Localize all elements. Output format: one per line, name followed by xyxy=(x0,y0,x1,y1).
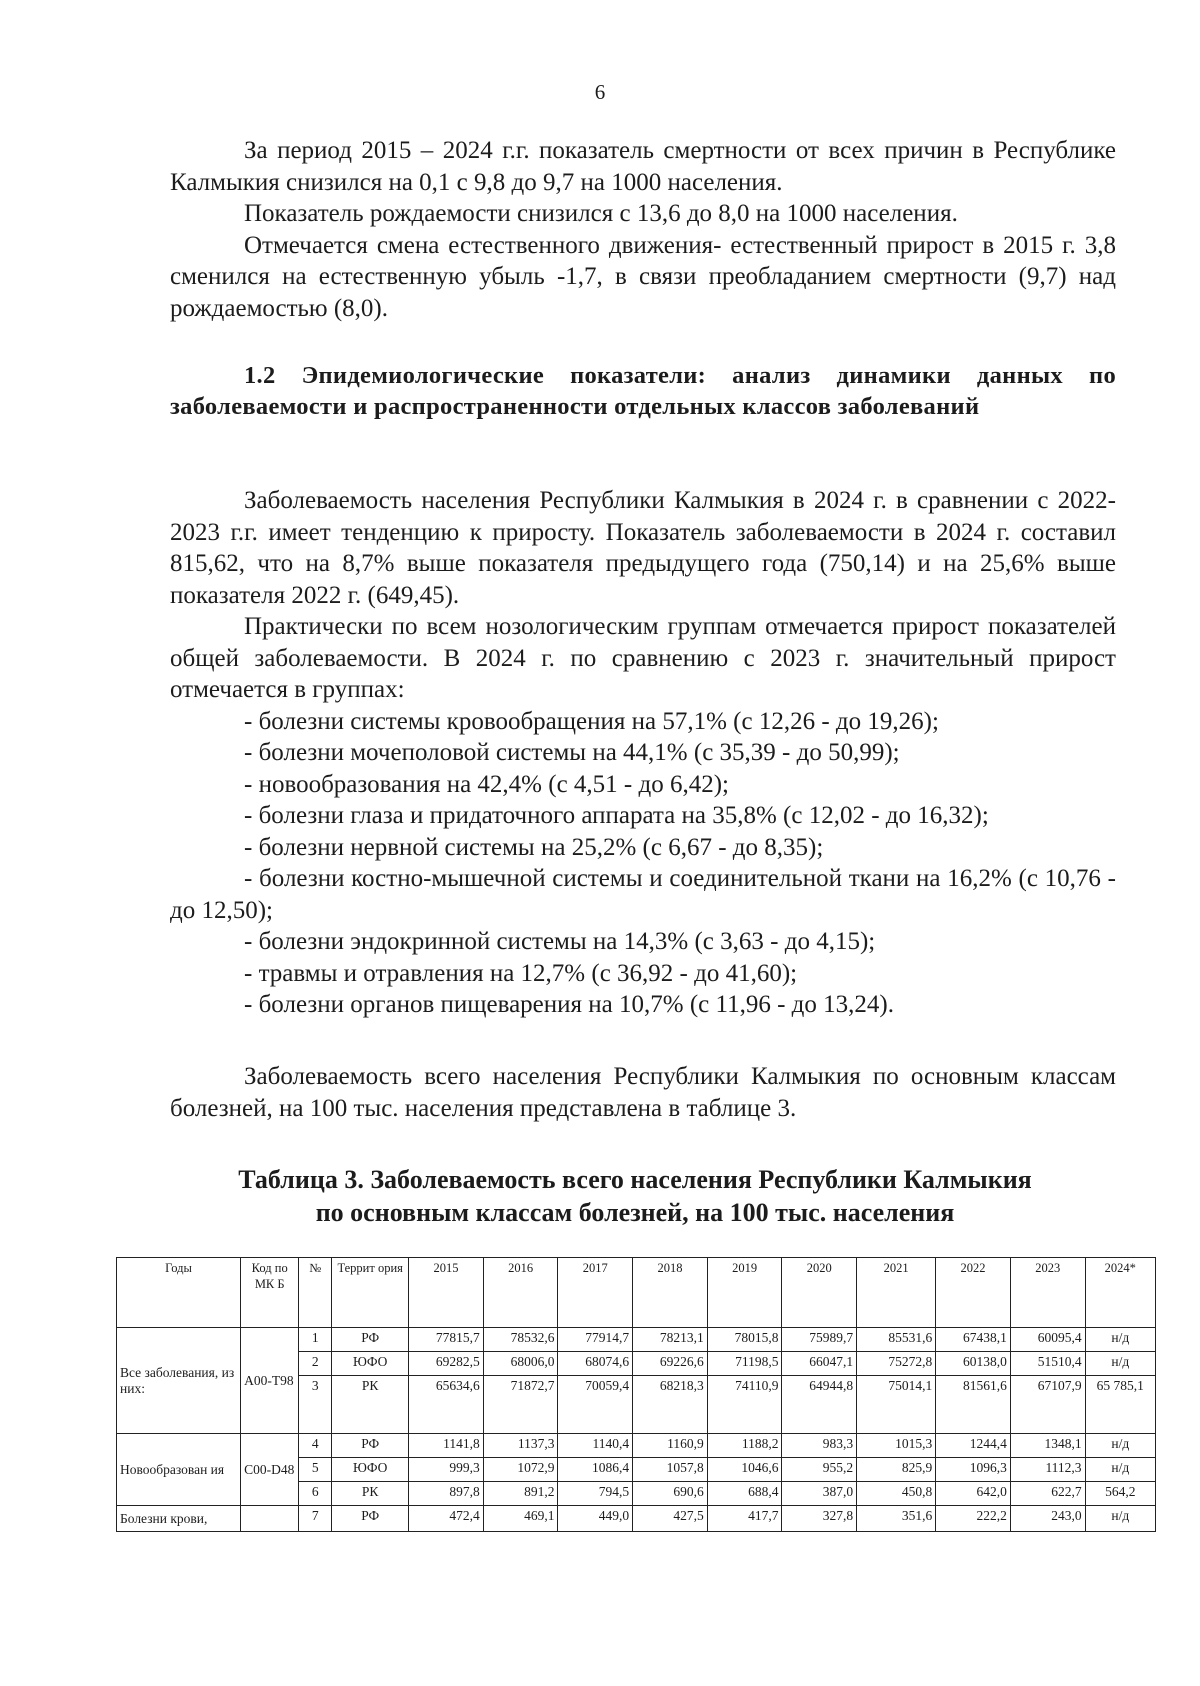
value-cell: 1096,3 xyxy=(936,1458,1011,1482)
value-cell: 78532,6 xyxy=(483,1328,558,1352)
table-header-cell: 2023 xyxy=(1010,1258,1085,1328)
value-cell: 74110,9 xyxy=(707,1376,782,1434)
value-cell: 472,4 xyxy=(409,1506,484,1532)
territory-cell: РФ xyxy=(332,1506,409,1532)
intro-section xyxy=(170,135,1116,324)
value-cell: 983,3 xyxy=(782,1434,857,1458)
table-header-cell: Код по МК Б xyxy=(241,1258,299,1328)
value-cell: н/д xyxy=(1085,1434,1155,1458)
page-number: 6 xyxy=(594,80,606,104)
value-cell: 825,9 xyxy=(857,1458,936,1482)
value-cell: н/д xyxy=(1085,1352,1155,1376)
row-number-cell: 6 xyxy=(299,1482,332,1506)
value-cell: 564,2 xyxy=(1085,1482,1155,1506)
value-cell: 60095,4 xyxy=(1010,1328,1085,1352)
value-cell: 60138,0 xyxy=(936,1352,1011,1376)
value-cell: 1137,3 xyxy=(483,1434,558,1458)
territory-cell: РФ xyxy=(332,1434,409,1458)
value-cell: 897,8 xyxy=(409,1482,484,1506)
value-cell: 78015,8 xyxy=(707,1328,782,1352)
value-cell: 64944,8 xyxy=(782,1376,857,1434)
value-cell: 75272,8 xyxy=(857,1352,936,1376)
value-cell: 67438,1 xyxy=(936,1328,1011,1352)
value-cell: н/д xyxy=(1085,1458,1155,1482)
value-cell: 69282,5 xyxy=(409,1352,484,1376)
growth-list-item: - новообразования на 42,4% (с 4,51 - до 6,42); xyxy=(244,770,729,798)
table-body xyxy=(117,1328,1156,1532)
value-cell: 622,7 xyxy=(1010,1482,1085,1506)
value-cell: 68218,3 xyxy=(633,1376,708,1434)
value-cell: н/д xyxy=(1085,1506,1155,1532)
table-title-line-1: Таблица 3. Заболеваемость всего населения Республики Калмыкия xyxy=(238,1165,1032,1194)
growth-list xyxy=(170,706,1116,1021)
territory-cell: РФ xyxy=(332,1328,409,1352)
growth-list-item: - травмы и отравления на 12,7% (с 36,92 - до 41,60); xyxy=(244,959,798,987)
value-cell: 327,8 xyxy=(782,1506,857,1532)
territory-cell: ЮФО xyxy=(332,1458,409,1482)
icd-code-cell: А00-Т98 xyxy=(241,1328,299,1434)
disease-class-cell: Новообразован ия xyxy=(117,1434,241,1506)
value-cell: 67107,9 xyxy=(1010,1376,1085,1434)
growth-list-item: - болезни нервной системы на 25,2% (с 6,67 - до 8,35); xyxy=(244,833,824,861)
value-cell: 69226,6 xyxy=(633,1352,708,1376)
table-title xyxy=(0,1163,1200,1229)
value-cell: 222,2 xyxy=(936,1506,1011,1532)
value-cell: 66047,1 xyxy=(782,1352,857,1376)
value-cell: 794,5 xyxy=(558,1482,633,1506)
territory-cell: РК xyxy=(332,1376,409,1434)
table-title-line-2: по основным классам болезней, на 100 тыс. населения xyxy=(315,1198,955,1227)
value-cell: 387,0 xyxy=(782,1482,857,1506)
value-cell: 68074,6 xyxy=(558,1352,633,1376)
value-cell: 78213,1 xyxy=(633,1328,708,1352)
value-cell: 1188,2 xyxy=(707,1434,782,1458)
value-cell: 1057,8 xyxy=(633,1458,708,1482)
value-cell: 1072,9 xyxy=(483,1458,558,1482)
value-cell: н/д xyxy=(1085,1328,1155,1352)
value-cell: 1046,6 xyxy=(707,1458,782,1482)
table-row xyxy=(117,1506,1156,1532)
paragraph-mortality: За период 2015 – 2024 г.г. показатель смертности от всех причин в Республике Калмыкия снизился на 0,1 с 9,8 до 9,7 на 1000 населения. xyxy=(170,137,1116,196)
morbidity-table xyxy=(116,1257,1156,1532)
morbidity-section xyxy=(170,485,1116,1021)
value-cell: 65634,6 xyxy=(409,1376,484,1434)
territory-cell: РК xyxy=(332,1482,409,1506)
value-cell: 1141,8 xyxy=(409,1434,484,1458)
growth-list-item: - болезни костно-мышечной системы и соединительной ткани на 16,2% (с 10,76 - до 12,50); xyxy=(170,865,1116,924)
value-cell: 1112,3 xyxy=(1010,1458,1085,1482)
row-number-cell: 4 xyxy=(299,1434,332,1458)
value-cell: 469,1 xyxy=(483,1506,558,1532)
value-cell: 70059,4 xyxy=(558,1376,633,1434)
disease-class-cell: Все заболевания, из них: xyxy=(117,1328,241,1434)
paragraph-birthrate: Показатель рождаемости снизился с 13,6 до 8,0 на 1000 населения. xyxy=(244,200,958,227)
value-cell: 955,2 xyxy=(782,1458,857,1482)
value-cell: 1015,3 xyxy=(857,1434,936,1458)
value-cell: 1086,4 xyxy=(558,1458,633,1482)
territory-cell: ЮФО xyxy=(332,1352,409,1376)
table-row xyxy=(117,1434,1156,1458)
value-cell: 51510,4 xyxy=(1010,1352,1085,1376)
value-cell: 77815,7 xyxy=(409,1328,484,1352)
value-cell: 1244,4 xyxy=(936,1434,1011,1458)
value-cell: 75989,7 xyxy=(782,1328,857,1352)
value-cell: 71872,7 xyxy=(483,1376,558,1434)
growth-list-item: - болезни эндокринной системы на 14,3% (с 3,63 - до 4,15); xyxy=(244,928,876,955)
table-header-cell: Террит ория xyxy=(332,1258,409,1328)
value-cell: 243,0 xyxy=(1010,1506,1085,1532)
table-header-cell: 2016 xyxy=(483,1258,558,1328)
table-header-cell: 2015 xyxy=(409,1258,484,1328)
paragraph-natural-movement: Отмечается смена естественного движения- естественный прирост в 2015 г. 3,8 сменился на естественную убыль -1,7, в связи преобладанием смертности (9,7) над рождаемостью (8,0). xyxy=(170,231,1116,322)
paragraph-nosological-groups: Практически по всем нозологическим группам отмечается прирост показателей общей заболеваемости. В 2024 г. по сравнению с 2023 г. значительный прирост отмечается в группах: xyxy=(170,613,1116,703)
paragraph-table-reference: Заболеваемость всего населения Республики Калмыкия по основным классам болезней, на 100 тыс. населения представлена в таблице 3. xyxy=(170,1063,1116,1122)
value-cell: 427,5 xyxy=(633,1506,708,1532)
value-cell: 1140,4 xyxy=(558,1434,633,1458)
row-number-cell: 2 xyxy=(299,1352,332,1376)
value-cell: 68006,0 xyxy=(483,1352,558,1376)
table-header-cell: 2022 xyxy=(936,1258,1011,1328)
table-header-cell: № xyxy=(299,1258,332,1328)
value-cell: 65 785,1 xyxy=(1085,1376,1155,1434)
value-cell: 449,0 xyxy=(558,1506,633,1532)
table-header-cell: 2024* xyxy=(1085,1258,1155,1328)
table-intro-section xyxy=(170,1061,1116,1124)
row-number-cell: 7 xyxy=(299,1506,332,1532)
value-cell: 999,3 xyxy=(409,1458,484,1482)
disease-class-cell: Болезни крови, xyxy=(117,1506,241,1532)
row-number-cell: 5 xyxy=(299,1458,332,1482)
table-header-cell: 2021 xyxy=(857,1258,936,1328)
value-cell: 351,6 xyxy=(857,1506,936,1532)
value-cell: 891,2 xyxy=(483,1482,558,1506)
table-header-cell: 2019 xyxy=(707,1258,782,1328)
value-cell: 1348,1 xyxy=(1010,1434,1085,1458)
value-cell: 642,0 xyxy=(936,1482,1011,1506)
icd-code-cell: С00-D48 xyxy=(241,1434,299,1506)
value-cell: 690,6 xyxy=(633,1482,708,1506)
table-header-cell: 2017 xyxy=(558,1258,633,1328)
row-number-cell: 1 xyxy=(299,1328,332,1352)
icd-code-cell xyxy=(241,1506,299,1532)
paragraph-morbidity-trend: Заболеваемость населения Республики Калмыкия в 2024 г. в сравнении с 2022-2023 г.г. имеет тенденцию к приросту. Показатель заболеваемости в 2024 г. составил 815,62, что на 8,7% выше показателя предыдущего года (750,14) и на 25,6% выше показателя 2022 г. (649,45). xyxy=(170,487,1116,609)
value-cell: 450,8 xyxy=(857,1482,936,1506)
value-cell: 1160,9 xyxy=(633,1434,708,1458)
growth-list-item: - болезни органов пищеварения на 10,7% (с 11,96 - до 13,24). xyxy=(244,991,894,1018)
value-cell: 75014,1 xyxy=(857,1376,936,1434)
table-row xyxy=(117,1328,1156,1352)
value-cell: 77914,7 xyxy=(558,1328,633,1352)
value-cell: 688,4 xyxy=(707,1482,782,1506)
value-cell: 71198,5 xyxy=(707,1352,782,1376)
growth-list-item: - болезни глаза и придаточного аппарата на 35,8% (с 12,02 - до 16,32); xyxy=(244,802,989,829)
value-cell: 85531,6 xyxy=(857,1328,936,1352)
growth-list-item: - болезни мочеполовой системы на 44,1% (с 35,39 - до 50,99); xyxy=(244,739,900,766)
table-header-cell: Годы xyxy=(117,1258,241,1328)
table-header-row xyxy=(117,1258,1156,1328)
value-cell: 81561,6 xyxy=(936,1376,1011,1434)
section-heading: 1.2 Эпидемиологические показатели: анализ динамики данных по заболеваемости и распространенности отдельных классов заболеваний xyxy=(170,362,1116,420)
table-header-cell: 2020 xyxy=(782,1258,857,1328)
table-header-cell: 2018 xyxy=(633,1258,708,1328)
row-number-cell: 3 xyxy=(299,1376,332,1434)
value-cell: 417,7 xyxy=(707,1506,782,1532)
growth-list-item: - болезни системы кровообращения на 57,1% (с 12,26 - до 19,26); xyxy=(244,707,939,735)
